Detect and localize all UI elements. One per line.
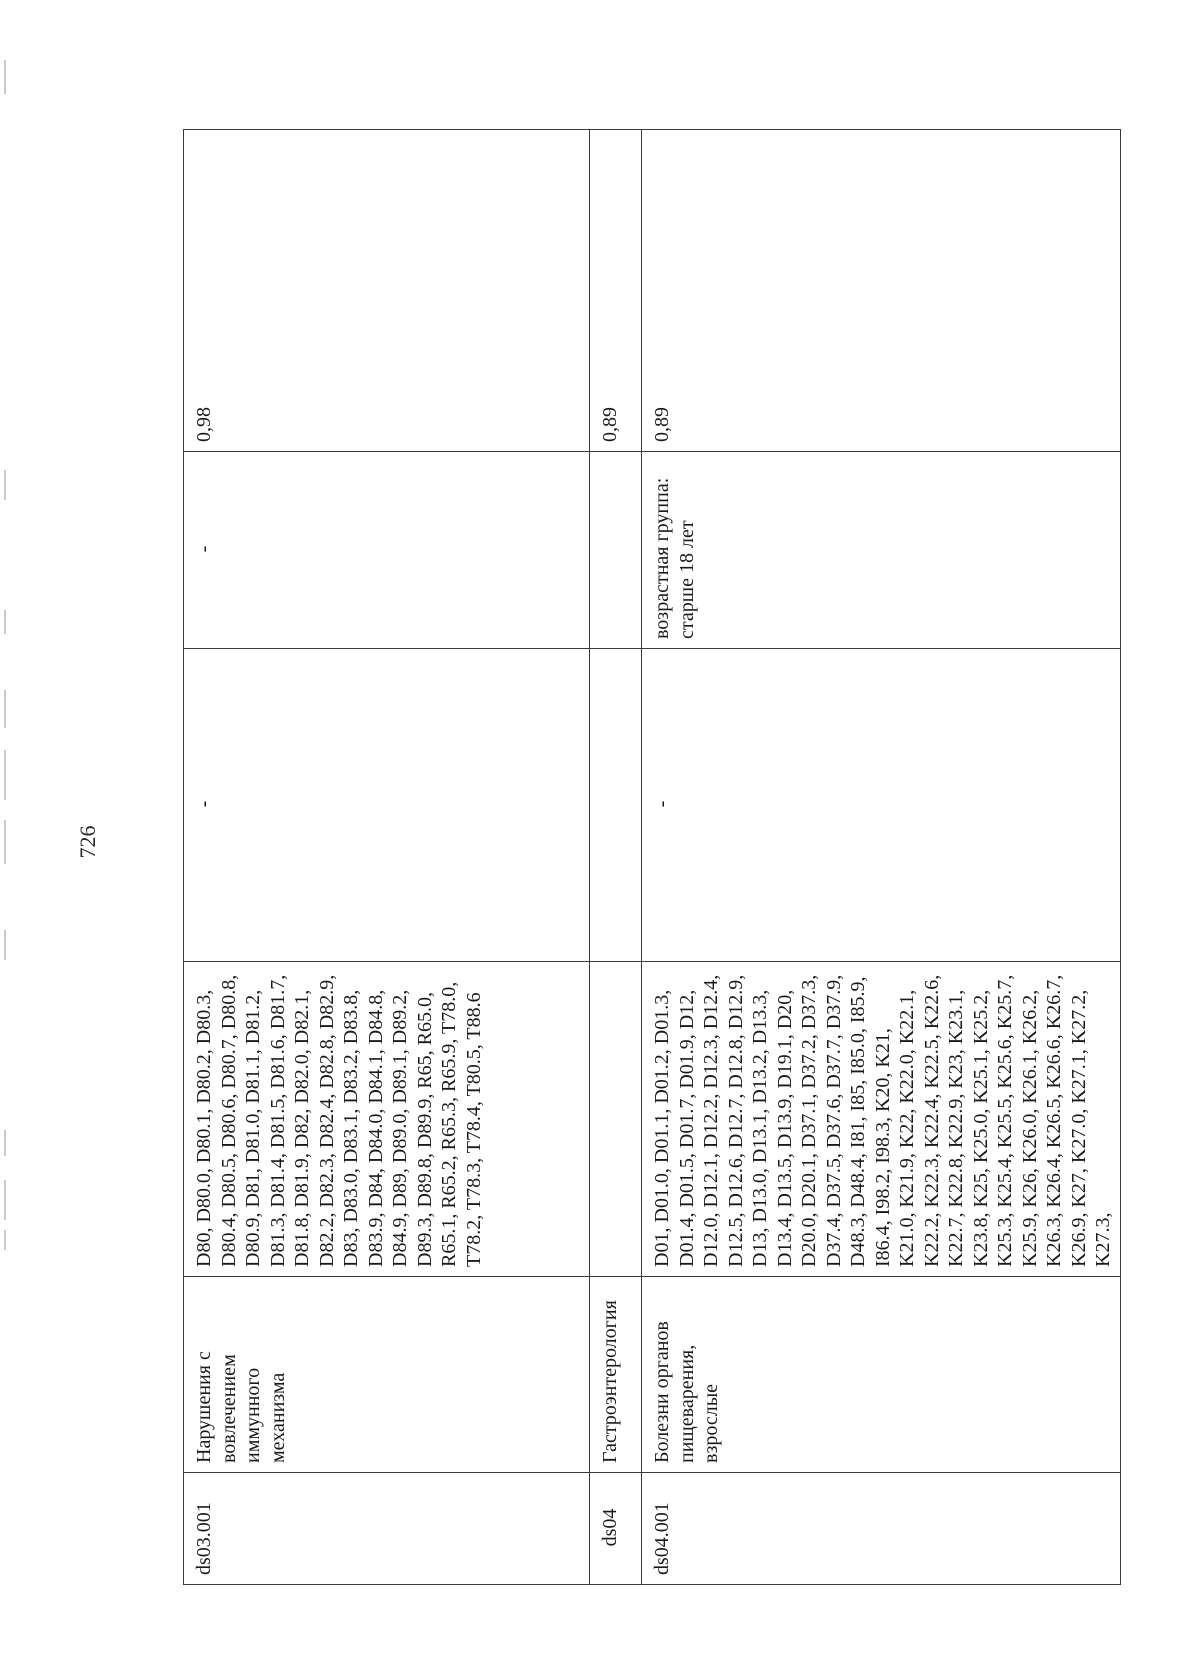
row-other-criteria [590,452,642,649]
row-operation-codes: - [642,649,1121,962]
table-row [642,130,1121,1585]
table-row [590,130,642,1585]
document-table-container [183,130,1114,1585]
row-diagnosis-codes [590,962,642,1277]
page-number: 726 [75,825,100,859]
document-table [183,129,1121,1585]
row-other-criteria: возрастная группа: старше 18 лет [642,452,1121,649]
row-operation-codes [590,649,642,962]
row-other-criteria: - [184,452,590,649]
row-coefficient: 0,89 [642,130,1121,452]
row-diagnosis-codes: D01, D01.0, D01.1, D01.2, D01.3, D01.4, D01.5, D01.7, D01.9, D12, D12.0, D12.1, D12.2, D12.3, D12.4, D12.5, D12.6, D12.7, D12.8, D12.9, D13, D13.0, D13.1, D13.2, D13.3, D13.4, D13.5, D13.9, D19.1, D20, D20.0, D20.1, D37.1, D37.2, D37.3, D37.4, D37.5, D37.6, D37.7, D37.9, D48.3, D48.4, I81, I85, I85.0, I85.9, I86.4, I98.2, I98.3, K20, K21, K21.0, K21.9, K22, K22.0, K22.1, K22.2, K22.3, K22.4, K22.5, K22.6, K22.7, K22.8, K22.9, K23, K23.1, K23.8, K25, K25.0, K25.1, K25.2, K25.3, K25.4, K25.5, K25.6, K25.7, K25.9, K26, K26.0, K26.1, K26.2, K26.3, K26.4, K26.5, K26.6, K26.7, K26.9, K27, K27.0, K27.1, K27.2, K27.3, [642,962,1121,1277]
row-name: Гастроэнтерология [590,1277,642,1473]
table-row [184,130,590,1585]
row-coefficient: 0,98 [184,130,590,452]
scan-edge-marks [4,50,7,1600]
row-code: ds04 [590,1473,642,1585]
row-coefficient: 0,89 [590,130,642,452]
row-code: ds03.001 [184,1473,590,1585]
row-code: ds04.001 [642,1473,1121,1585]
row-name: Болезни органов пищеварения, взрослые [642,1277,1121,1473]
row-name: Нарушения с вовлечением иммунного механизма [184,1277,590,1473]
row-operation-codes: - [184,649,590,962]
row-diagnosis-codes: D80, D80.0, D80.1, D80.2, D80.3, D80.4, D80.5, D80.6, D80.7, D80.8, D80.9, D81, D81.0, D81.1, D81.2, D81.3, D81.4, D81.5, D81.6, D81.7, D81.8, D81.9, D82, D82.0, D82.1, D82.2, D82.3, D82.4, D82.8, D82.9, D83, D83.0, D83.1, D83.2, D83.8, D83.9, D84, D84.0, D84.1, D84.8, D84.9, D89, D89.0, D89.1, D89.2, D89.3, D89.8, D89.9, R65, R65.0, R65.1, R65.2, R65.3, R65.9, T78.0, T78.2, T78.3, T78.4, T80.5, T88.6 [184,962,590,1277]
